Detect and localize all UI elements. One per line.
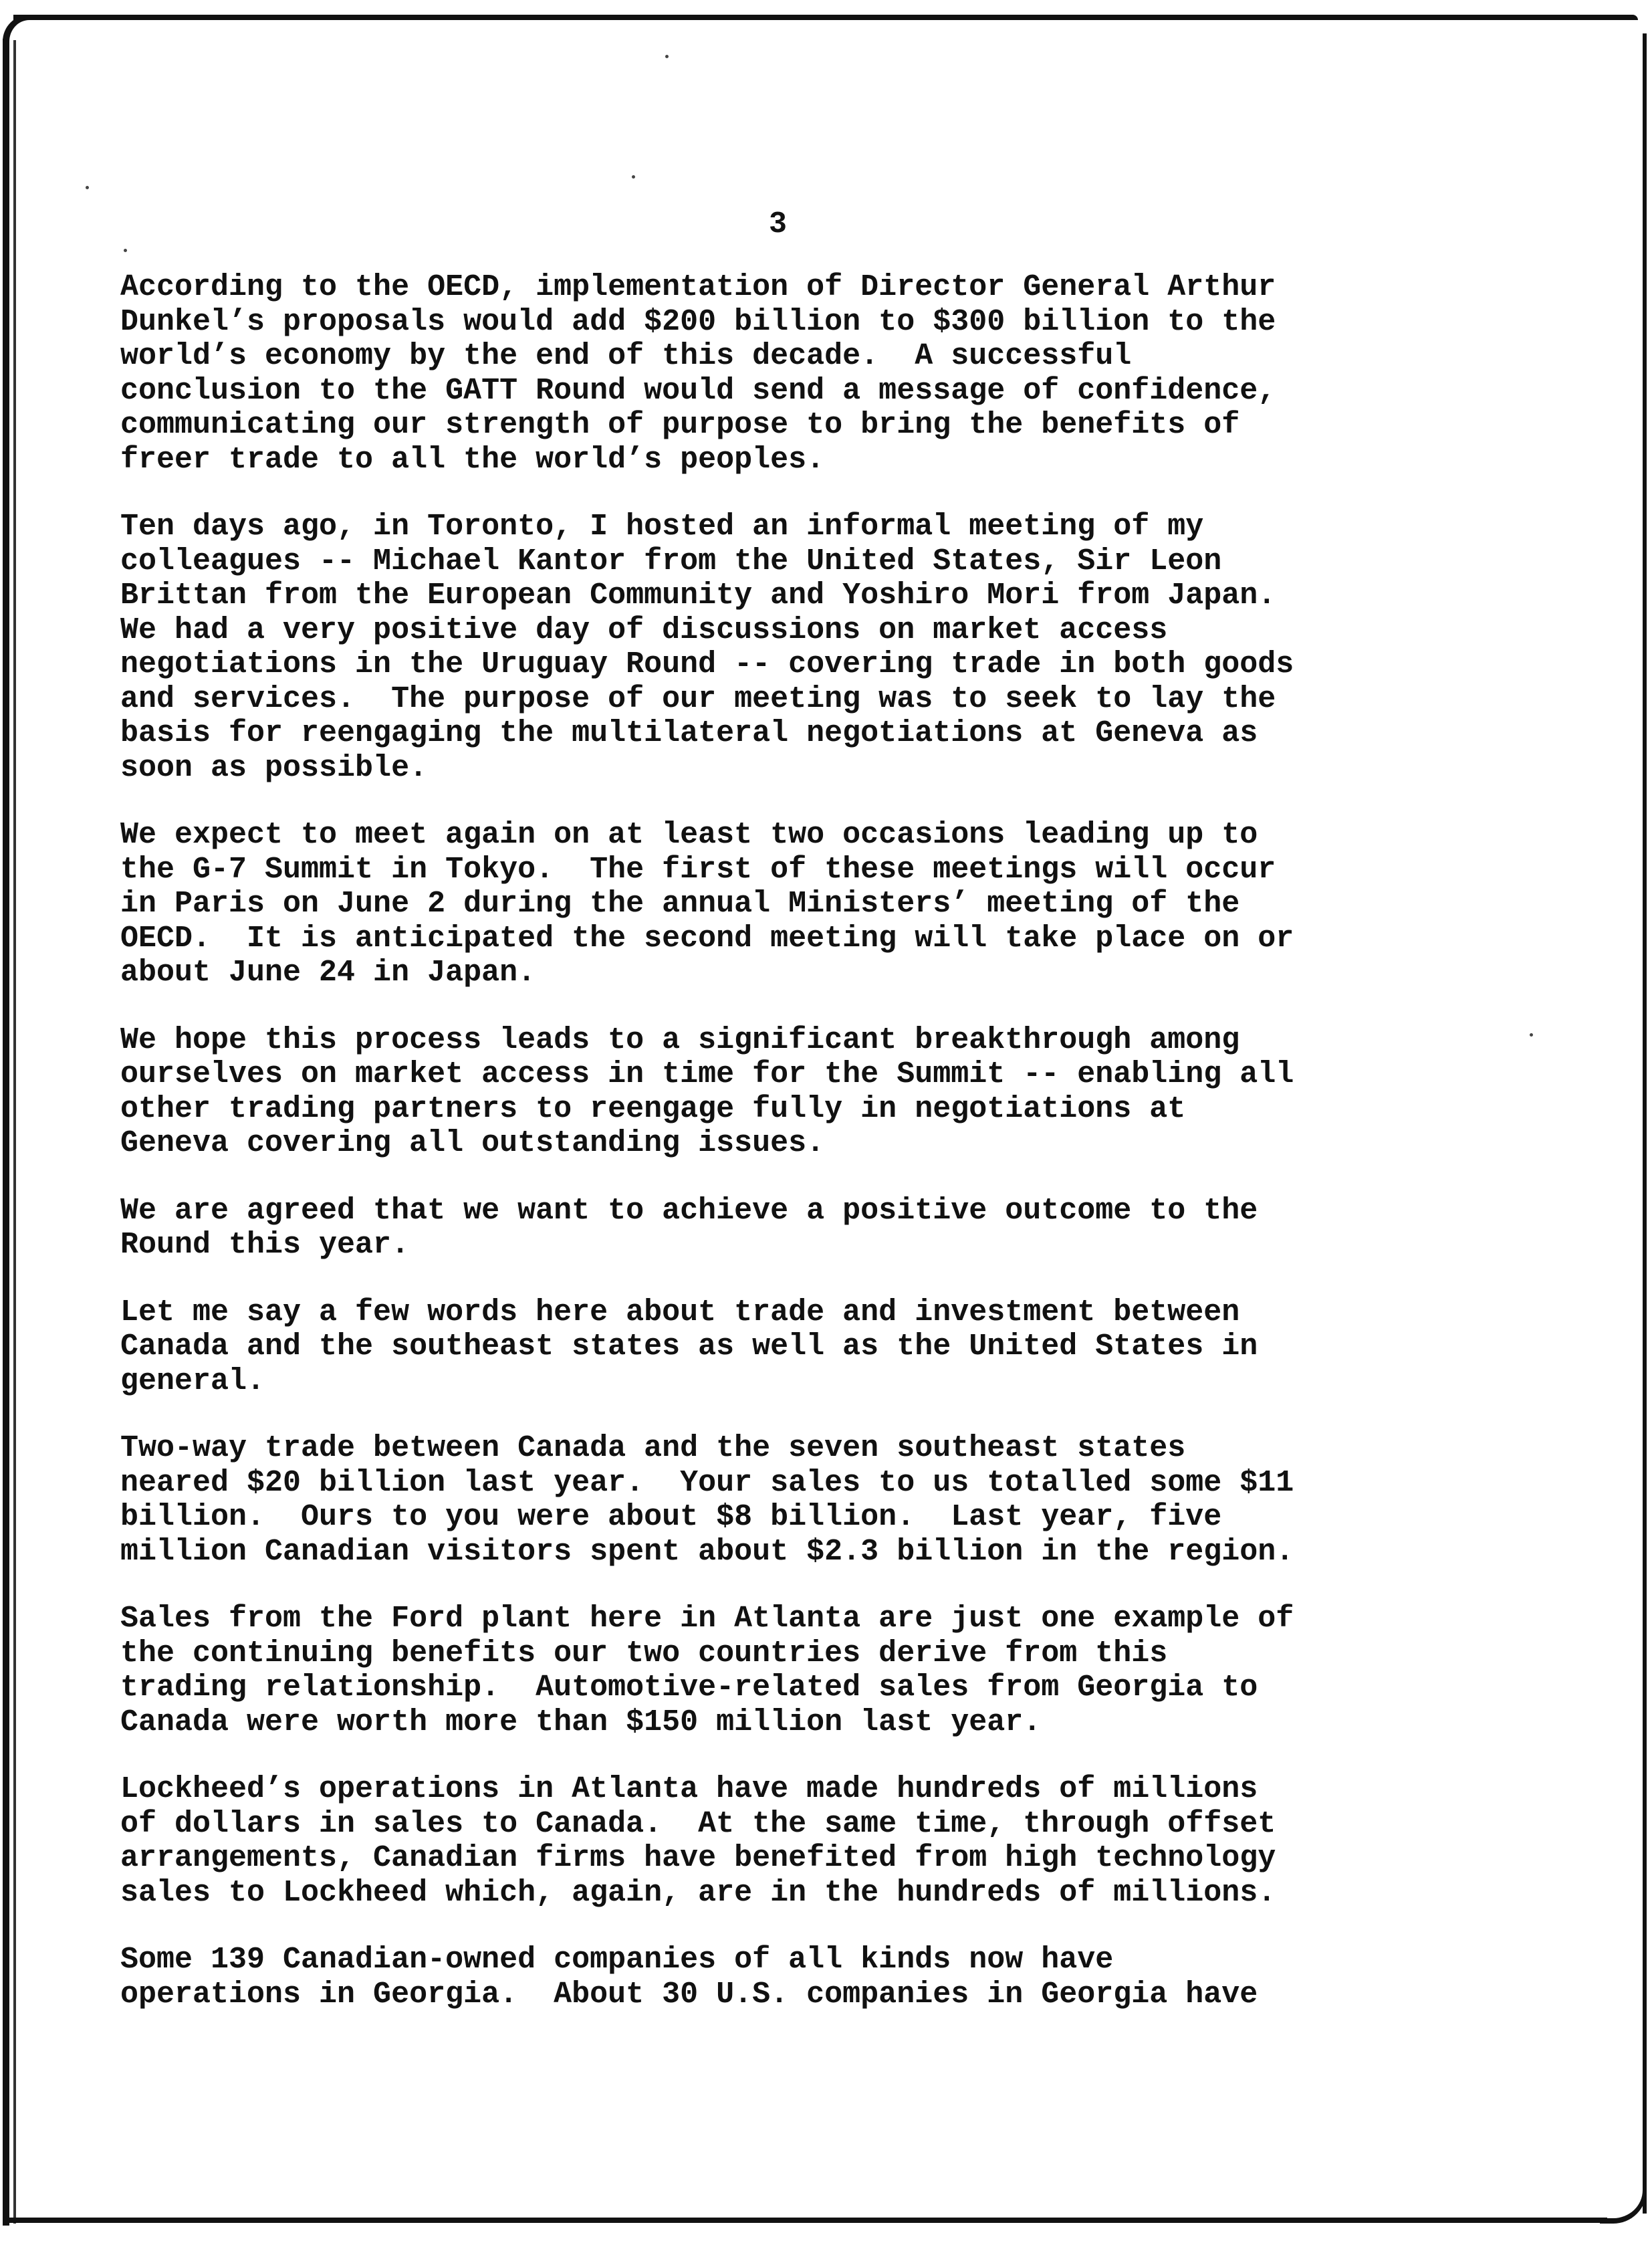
text-line: million Canadian visitors spent about $2.3 billion in the region. — [120, 1534, 1294, 1569]
text-line: and services. The purpose of our meeting was to seek to lay the — [120, 681, 1276, 716]
text-line: in Paris on June 2 during the annual Ministers’ meeting of the — [120, 887, 1240, 921]
text-line: other trading partners to reengage fully in negotiations at — [120, 1091, 1186, 1126]
text-line: sales to Lockheed which, again, are in the hundreds of millions. — [120, 1875, 1276, 1910]
text-line: Lockheed’s operations in Atlanta have made hundreds of millions — [120, 1772, 1258, 1806]
text-line: freer trade to all the world’s peoples. — [120, 442, 825, 477]
page-number: 3 — [769, 207, 788, 241]
paragraph — [120, 1194, 1611, 1263]
text-line: Brittan from the European Community and Yoshiro Mori from Japan. — [120, 578, 1276, 613]
text-line: arrangements, Canadian firms have benefited from high technology — [120, 1841, 1276, 1875]
scan-speck — [124, 249, 127, 252]
text-line: of dollars in sales to Canada. At the same time, through offset — [120, 1806, 1276, 1841]
text-line: According to the OECD, implementation of Director General Arthur — [120, 270, 1276, 304]
page-border-corner — [1600, 2173, 1647, 2224]
text-line: communicating our strength of purpose to bring the benefits of — [120, 408, 1240, 442]
page-border-right — [1643, 33, 1647, 2214]
paragraph — [120, 1023, 1611, 1161]
text-line: We expect to meet again on at least two occasions leading up to — [120, 818, 1258, 852]
text-line: world’s economy by the end of this decade. A successful — [120, 339, 1132, 373]
page-border-top — [13, 15, 1638, 20]
paragraph — [120, 1943, 1611, 2012]
text-line: Two-way trade between Canada and the seven southeast states — [120, 1431, 1186, 1465]
scan-speck — [632, 175, 635, 179]
text-line: We hope this process leads to a significant breakthrough among — [120, 1023, 1240, 1057]
text-line: the G-7 Summit in Tokyo. The first of these meetings will occur — [120, 852, 1276, 887]
text-line: We had a very positive day of discussions on market access — [120, 613, 1168, 647]
text-line: Some 139 Canadian-owned companies of all kinds now have — [120, 1943, 1114, 1977]
scan-speck — [86, 186, 89, 189]
text-line: ourselves on market access in time for the Summit -- enabling all — [120, 1057, 1294, 1091]
page-border-left-inner — [13, 40, 16, 2224]
text-line: Sales from the Ford plant here in Atlanta are just one example of — [120, 1602, 1294, 1636]
paragraph — [120, 1772, 1611, 1910]
paragraph — [120, 270, 1611, 477]
text-line: Ten days ago, in Toronto, I hosted an informal meeting of my — [120, 510, 1204, 544]
text-line: Geneva covering all outstanding issues. — [120, 1126, 825, 1160]
page-border-left — [3, 39, 9, 2226]
paragraph — [120, 510, 1611, 785]
text-line: soon as possible. — [120, 750, 428, 785]
text-line: We are agreed that we want to achieve a positive outcome to the — [120, 1193, 1258, 1228]
text-line: basis for reengaging the multilateral negotiations at Geneva as — [120, 716, 1258, 750]
paragraph — [120, 1602, 1611, 1739]
page-border-bottom — [3, 2218, 1607, 2223]
text-line: trading relationship. Automotive-related sales from Georgia to — [120, 1671, 1258, 1705]
text-line: Canada were worth more than $150 million last year. — [120, 1705, 1042, 1739]
document-body — [120, 270, 1611, 2044]
text-line: negotiations in the Uruguay Round -- covering trade in both goods — [120, 647, 1294, 681]
text-line: OECD. It is anticipated the second meeting will take place on or — [120, 921, 1294, 956]
scan-speck — [665, 55, 669, 58]
text-line: neared $20 billion last year. Your sales to us totalled some $11 — [120, 1465, 1294, 1500]
text-line: Dunkel’s proposals would add $200 billion to $300 billion to the — [120, 304, 1276, 339]
text-line: the continuing benefits our two countries derive from this — [120, 1636, 1168, 1671]
text-line: general. — [120, 1364, 265, 1398]
text-line: Let me say a few words here about trade and investment between — [120, 1295, 1240, 1329]
text-line: colleagues -- Michael Kantor from the United States, Sir Leon — [120, 544, 1222, 578]
text-line: Round this year. — [120, 1228, 410, 1262]
paragraph — [120, 1431, 1611, 1569]
text-line: operations in Georgia. About 30 U.S. companies in Georgia have — [120, 1977, 1258, 2012]
text-line: about June 24 in Japan. — [120, 956, 536, 990]
text-line: Canada and the southeast states as well as the United States in — [120, 1329, 1258, 1364]
paragraph — [120, 1295, 1611, 1399]
paragraph — [120, 818, 1611, 990]
text-line: conclusion to the GATT Round would send a message of confidence, — [120, 373, 1276, 408]
text-line: billion. Ours to you were about $8 billion. Last year, five — [120, 1500, 1222, 1534]
